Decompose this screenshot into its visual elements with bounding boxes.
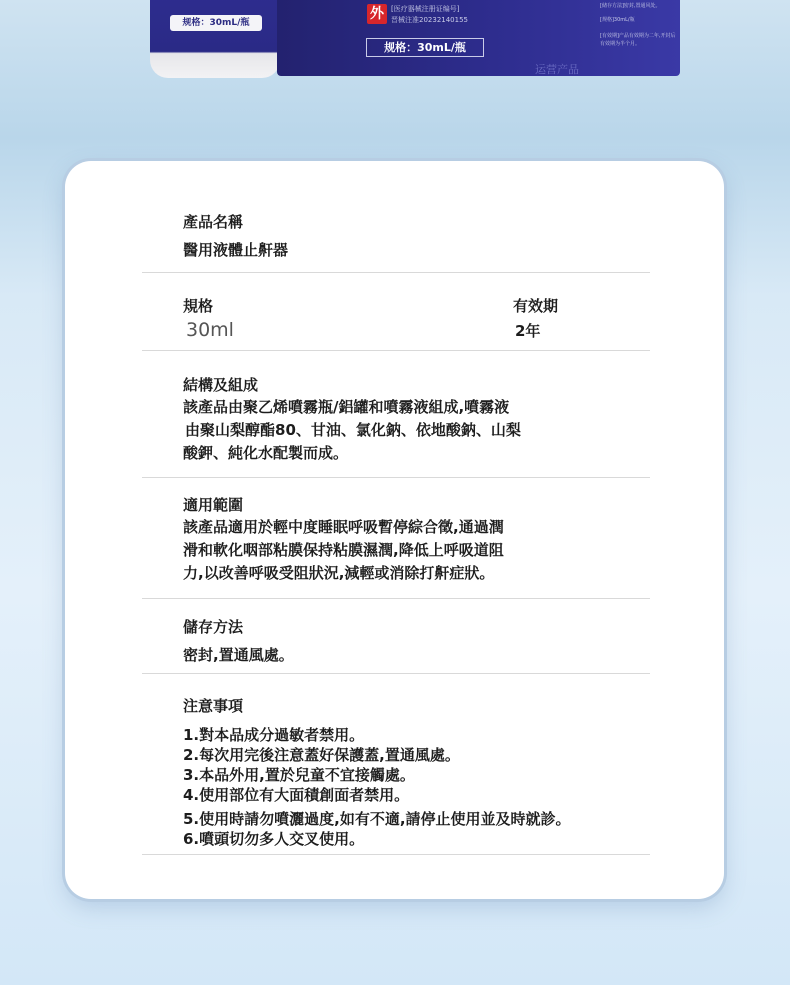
storage-value: 密封,置通風處。 (183, 646, 294, 664)
spec-value: 30ml (186, 319, 234, 341)
product-name-title: 產品名稱 (183, 213, 244, 231)
notes-title: 注意事項 (183, 697, 244, 715)
notes-item: 1.對本品成分過敏者禁用。 (183, 726, 365, 744)
validity-value: 2年 (515, 322, 541, 340)
divider (142, 854, 650, 855)
composition-section (183, 374, 691, 465)
scope-section (183, 494, 691, 585)
divider (142, 673, 650, 674)
bottle-image (150, 0, 280, 78)
divider (142, 598, 650, 599)
spec-title: 規格 (183, 297, 214, 315)
notes-item: 4.使用部位有大面積創面者禁用。 (183, 786, 410, 804)
composition-line: 由聚山梨醇酯80、甘油、氯化鈉、依地酸鈉、山梨 (185, 421, 521, 439)
scope-line: 滑和軟化咽部粘膜保持粘膜濕潤,降低上呼吸道阻 (183, 541, 504, 559)
side-spec-text: [规格]30mL/瓶 (600, 17, 635, 23)
scope-line: 力,以改善呼吸受阻狀況,減輕或消除打鼾症狀。 (183, 564, 495, 582)
divider (142, 477, 650, 478)
storage-section (183, 616, 691, 667)
bottle-spec-label: 规格：30mL/瓶 (170, 15, 262, 31)
product-banner (0, 0, 790, 100)
product-name-value: 醫用液體止鼾器 (183, 241, 289, 259)
spec-section (183, 295, 691, 349)
side-validity-text: [有效期]产品有效期为二年,开封后有效期为半个月。 (600, 33, 676, 47)
box-spec-label: 规格：30mL/瓶 (366, 38, 484, 57)
notes-item: 2.每次用完後注意蓋好保護蓋,置通風處。 (183, 746, 460, 764)
composition-title: 結構及組成 (183, 376, 259, 394)
external-use-badge: 外 (367, 4, 387, 24)
divider (142, 350, 650, 351)
notes-item: 6.噴頭切勿多人交叉使用。 (183, 830, 365, 848)
notes-section (183, 695, 691, 849)
registration-title: [医疗器械注册证编号] (391, 5, 460, 13)
notes-item: 5.使用時請勿噴灑過度,如有不適,請停止使用並及時就診。 (183, 810, 571, 828)
composition-line: 該產品由聚乙烯噴霧瓶/鋁罐和噴霧液組成,噴霧液 (183, 398, 510, 416)
product-name-section (183, 211, 691, 262)
notes-item: 3.本品外用,置於兒童不宜接觸處。 (183, 766, 415, 784)
operator-text: 运营产品 (535, 63, 579, 76)
scope-line: 該產品適用於輕中度睡眠呼吸暫停綜合徵,通過潤 (183, 518, 504, 536)
registration-number: 晋械注准20232140155 (391, 16, 468, 24)
scope-title: 適用範圍 (183, 496, 244, 514)
validity-title: 有效期 (513, 297, 559, 315)
side-storage-text: [储存方法]密封,置通风处。 (600, 3, 661, 9)
storage-title: 儲存方法 (183, 618, 244, 636)
composition-line: 酸鉀、純化水配製而成。 (183, 444, 349, 462)
validity-section (513, 295, 558, 343)
divider (142, 272, 650, 273)
product-info-card (65, 161, 724, 899)
